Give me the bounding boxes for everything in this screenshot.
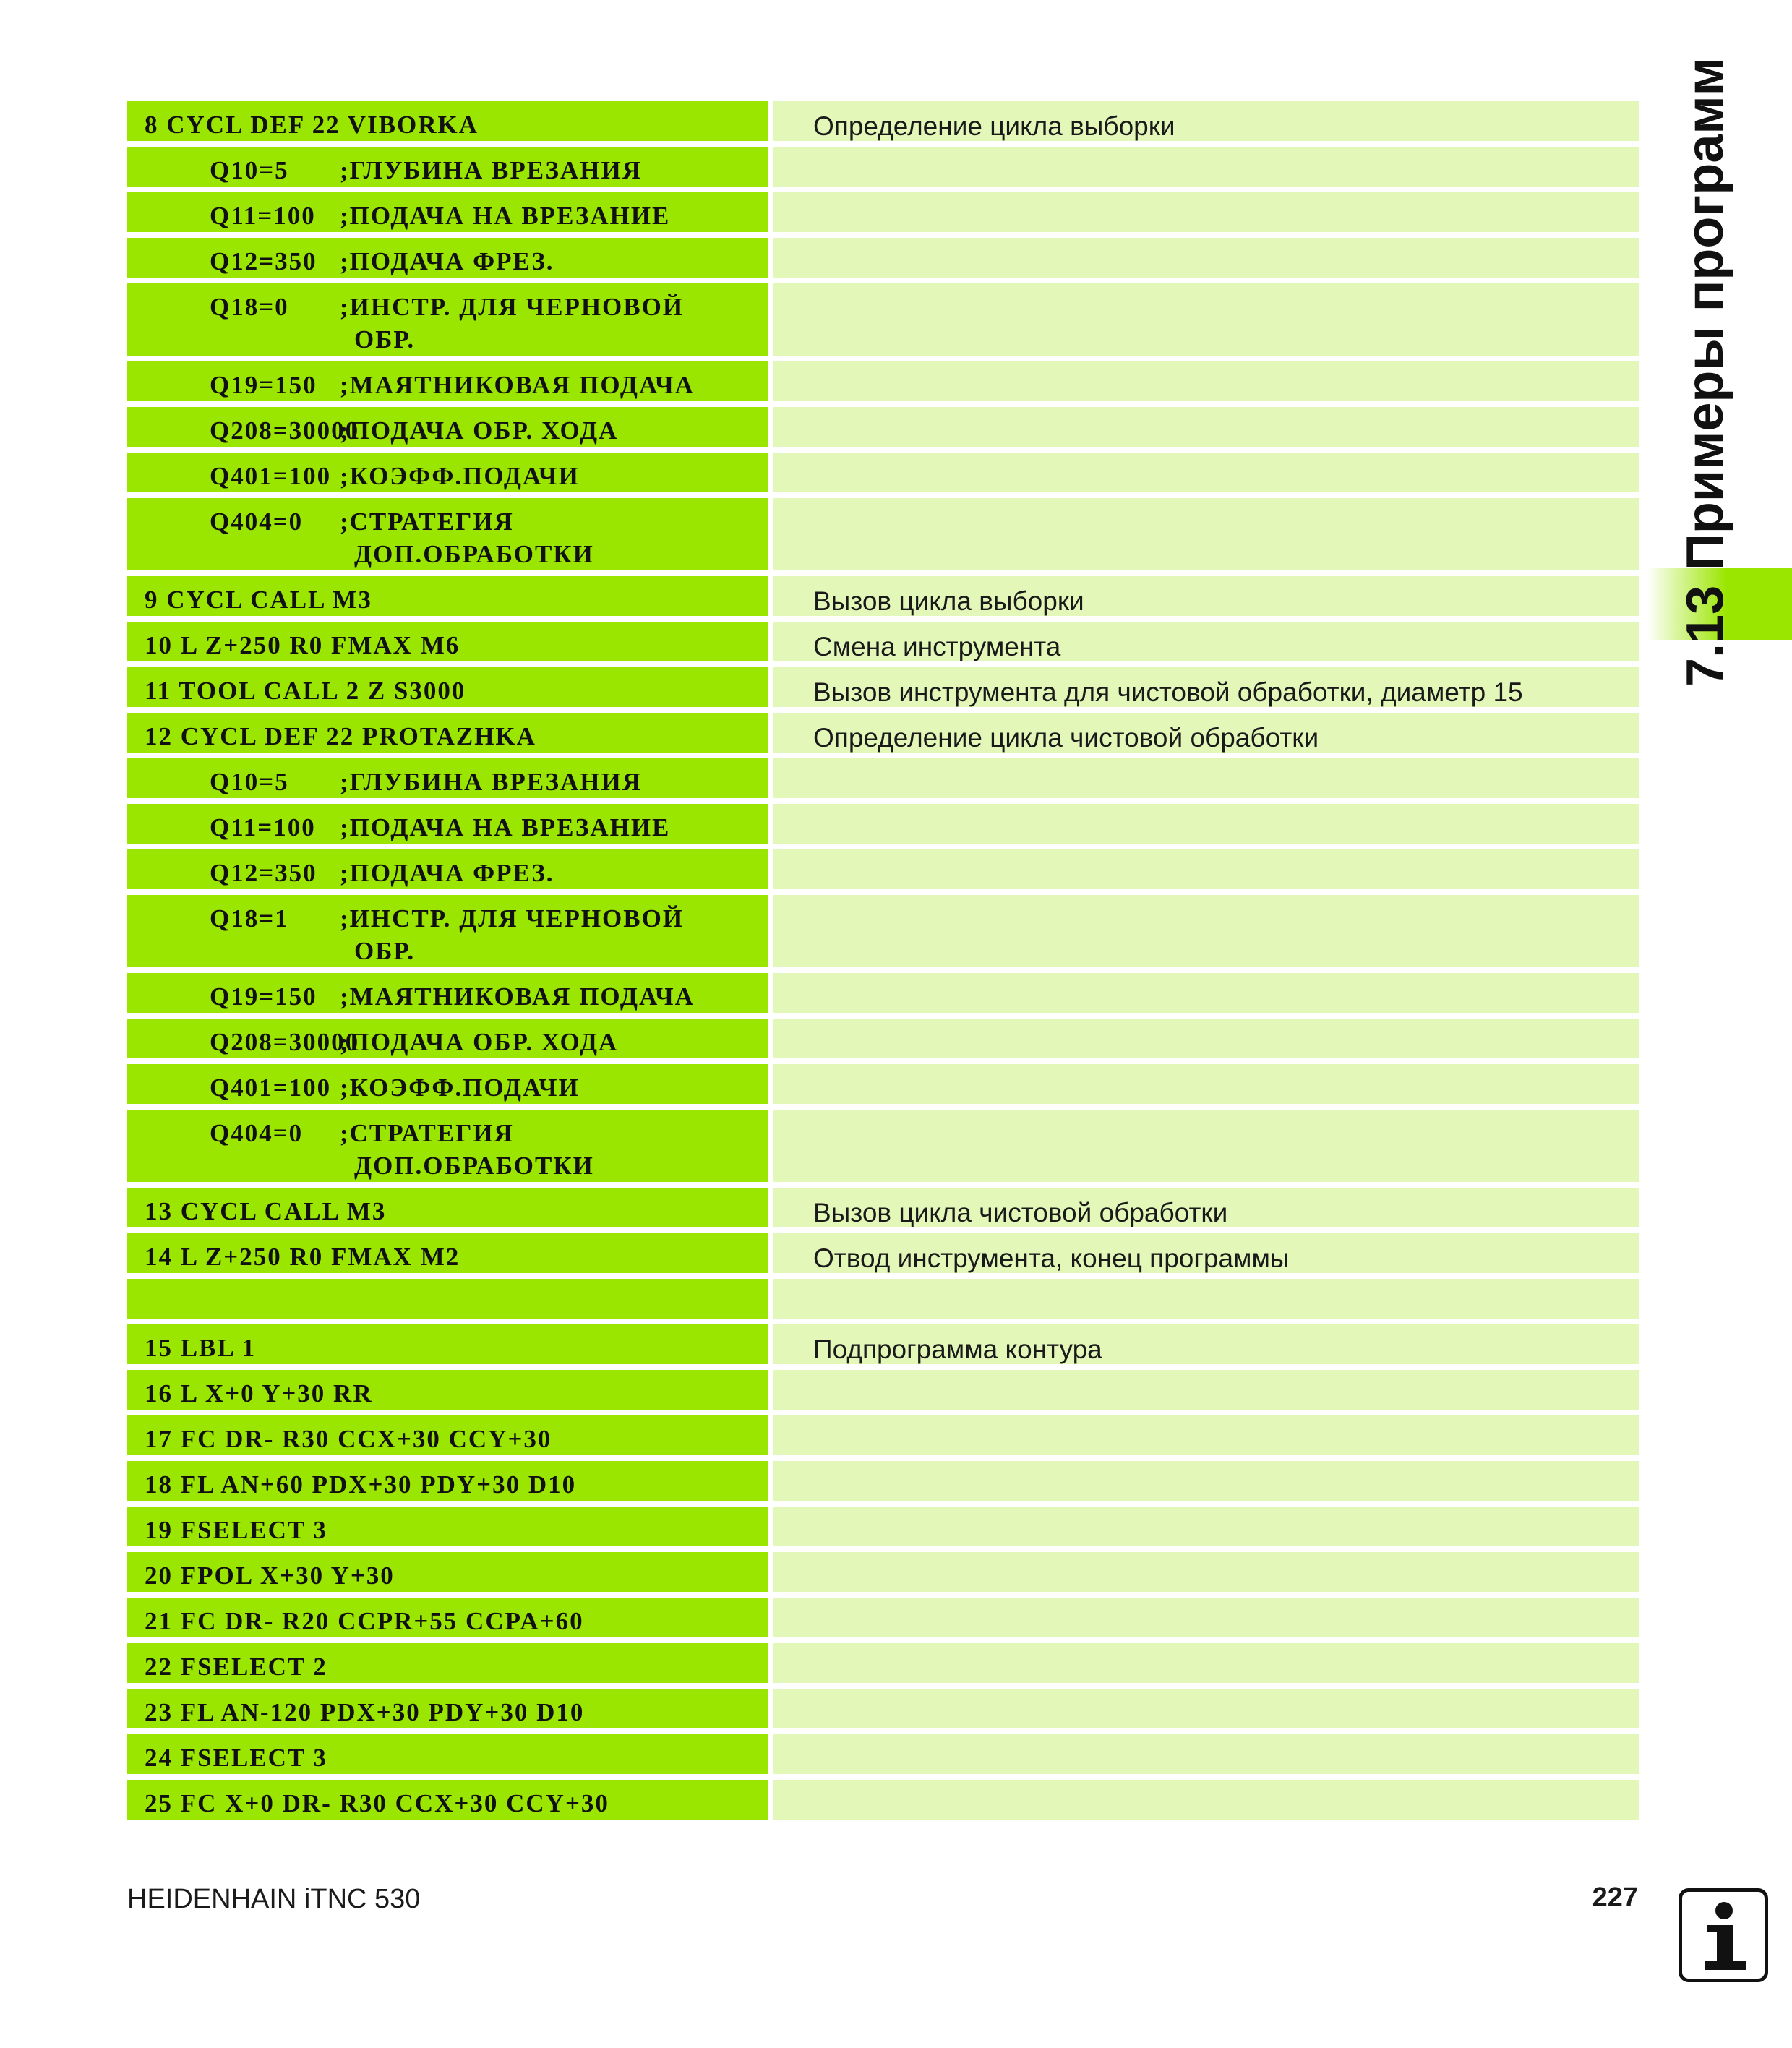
table-row <box>127 576 1639 616</box>
q-parameter: Q404=0 <box>210 1119 304 1147</box>
table-row <box>127 1064 1639 1104</box>
comment-cell <box>773 1780 1639 1820</box>
table-row <box>127 1188 1639 1227</box>
comment-cell <box>773 1370 1639 1410</box>
parameter-comment: ;ПОДАЧА НА ВРЕЗАНИЕ <box>340 202 671 230</box>
parameter-comment-continued: ОБР. <box>354 325 416 354</box>
table-row <box>127 713 1639 753</box>
code-cell: 8 CYCL DEF 22 VIBORKA <box>127 101 768 141</box>
comment-cell <box>773 407 1639 447</box>
table-row <box>127 804 1639 844</box>
comment-cell <box>773 1598 1639 1637</box>
q-parameter: Q10=5 <box>210 768 289 796</box>
q-parameter: Q11=100 <box>210 813 316 841</box>
comment-cell <box>773 1415 1639 1455</box>
parameter-comment: ;ИНСТР. ДЛЯ ЧЕРНОВОЙ <box>340 293 685 321</box>
comment-cell <box>773 804 1639 844</box>
info-icon-stem <box>1717 1925 1733 1966</box>
info-icon-dot <box>1715 1902 1733 1919</box>
code-cell: 24 FSELECT 3 <box>127 1734 768 1774</box>
code-cell <box>127 192 768 232</box>
parameter-comment: ;ПОДАЧА ФРЕЗ. <box>340 859 554 887</box>
table-row <box>127 283 1639 356</box>
code-cell: 15 LBL 1 <box>127 1324 768 1364</box>
parameter-comment-continued: ДОП.ОБРАБОТКИ <box>354 1152 594 1180</box>
comment-cell <box>773 973 1639 1013</box>
code-cell <box>127 849 768 889</box>
info-icon <box>1679 1888 1768 1982</box>
comment-cell: Вызов цикла чистовой обработки <box>773 1188 1639 1227</box>
table-row <box>127 1279 1639 1319</box>
table-row <box>127 1415 1639 1455</box>
table-row <box>127 1461 1639 1501</box>
table-row <box>127 1689 1639 1728</box>
code-cell: 11 TOOL CALL 2 Z S3000 <box>127 667 768 707</box>
q-parameter: Q19=150 <box>210 982 317 1011</box>
code-cell: 9 CYCL CALL M3 <box>127 576 768 616</box>
comment-cell <box>773 453 1639 492</box>
parameter-comment: ;СТРАТЕГИЯ <box>340 507 514 536</box>
code-cell: 17 FC DR- R30 CCX+30 CCY+30 <box>127 1415 768 1455</box>
q-parameter: Q12=350 <box>210 859 317 887</box>
code-cell: 13 CYCL CALL M3 <box>127 1188 768 1227</box>
comment-cell <box>773 1507 1639 1546</box>
comment-cell <box>773 1461 1639 1501</box>
code-cell <box>127 1279 768 1319</box>
table-row <box>127 147 1639 187</box>
code-cell <box>127 361 768 401</box>
parameter-comment-continued: ДОП.ОБРАБОТКИ <box>354 540 594 568</box>
comment-cell: Определение цикла выборки <box>773 101 1639 141</box>
code-cell <box>127 1110 768 1182</box>
parameter-comment: ;ПОДАЧА НА ВРЕЗАНИЕ <box>340 813 671 841</box>
table-row <box>127 1370 1639 1410</box>
code-cell: 20 FPOL X+30 Y+30 <box>127 1552 768 1592</box>
code-cell <box>127 1064 768 1104</box>
comment-cell <box>773 1110 1639 1182</box>
comment-cell <box>773 1643 1639 1683</box>
code-cell <box>127 973 768 1013</box>
code-cell: 10 L Z+250 R0 FMAX M6 <box>127 622 768 661</box>
code-cell: 19 FSELECT 3 <box>127 1507 768 1546</box>
table-row <box>127 895 1639 967</box>
q-parameter: Q404=0 <box>210 507 304 536</box>
q-parameter: Q208=30000 <box>210 416 360 445</box>
code-cell <box>127 1019 768 1058</box>
comment-cell: Вызов инструмента для чистовой обработки, диаметр 15 <box>773 667 1639 707</box>
comment-cell: Определение цикла чистовой обработки <box>773 713 1639 753</box>
comment-cell <box>773 238 1639 278</box>
comment-cell <box>773 147 1639 187</box>
q-parameter: Q208=30000 <box>210 1028 360 1056</box>
parameter-comment: ;ПОДАЧА ОБР. ХОДА <box>340 416 619 445</box>
comment-cell <box>773 361 1639 401</box>
code-cell <box>127 498 768 570</box>
table-row <box>127 361 1639 401</box>
table-row <box>127 1643 1639 1683</box>
table-row <box>127 1507 1639 1546</box>
q-parameter: Q18=0 <box>210 293 289 321</box>
table-row <box>127 192 1639 232</box>
comment-cell <box>773 1734 1639 1774</box>
parameter-comment-continued: ОБР. <box>354 937 416 965</box>
parameter-comment: ;ПОДАЧА ФРЕЗ. <box>340 247 554 275</box>
page-number: 227 <box>1592 1882 1638 1913</box>
comment-cell <box>773 1689 1639 1728</box>
code-cell: 16 L X+0 Y+30 RR <box>127 1370 768 1410</box>
q-parameter: Q11=100 <box>210 202 316 230</box>
parameter-comment: ;ГЛУБИНА ВРЕЗАНИЯ <box>340 768 642 796</box>
comment-cell <box>773 192 1639 232</box>
code-cell <box>127 804 768 844</box>
comment-cell <box>773 1552 1639 1592</box>
q-parameter: Q10=5 <box>210 156 289 184</box>
comment-cell <box>773 1064 1639 1104</box>
code-cell <box>127 407 768 447</box>
parameter-comment: ;ПОДАЧА ОБР. ХОДА <box>340 1028 619 1056</box>
table-row <box>127 1598 1639 1637</box>
program-table <box>127 101 1639 1825</box>
code-cell <box>127 147 768 187</box>
comment-cell: Вызов цикла выборки <box>773 576 1639 616</box>
table-row <box>127 1110 1639 1182</box>
table-row <box>127 667 1639 707</box>
table-row <box>127 498 1639 570</box>
code-cell: 18 FL AN+60 PDX+30 PDY+30 D10 <box>127 1461 768 1501</box>
comment-cell <box>773 895 1639 967</box>
table-row <box>127 1552 1639 1592</box>
code-cell <box>127 238 768 278</box>
q-parameter: Q12=350 <box>210 247 317 275</box>
section-title: 7.13 Примеры программ <box>1676 57 1734 687</box>
code-cell: 23 FL AN-120 PDX+30 PDY+30 D10 <box>127 1689 768 1728</box>
parameter-comment: ;КОЭФФ.ПОДАЧИ <box>340 462 580 490</box>
comment-cell <box>773 1019 1639 1058</box>
comment-cell <box>773 758 1639 798</box>
code-cell: 12 CYCL DEF 22 PROTAZHKA <box>127 713 768 753</box>
code-cell: 22 FSELECT 2 <box>127 1643 768 1683</box>
table-row <box>127 1019 1639 1058</box>
comment-cell: Смена инструмента <box>773 622 1639 661</box>
table-row <box>127 849 1639 889</box>
code-cell <box>127 453 768 492</box>
parameter-comment: ;СТРАТЕГИЯ <box>340 1119 514 1147</box>
q-parameter: Q18=1 <box>210 904 289 933</box>
parameter-comment: ;МАЯТНИКОВАЯ ПОДАЧА <box>340 371 695 399</box>
info-icon-serif-bottom <box>1705 1961 1746 1970</box>
table-row <box>127 1780 1639 1820</box>
q-parameter: Q401=100 <box>210 1074 332 1102</box>
code-cell: 21 FC DR- R20 CCPR+55 CCPA+60 <box>127 1598 768 1637</box>
comment-cell: Отвод инструмента, конец программы <box>773 1233 1639 1273</box>
parameter-comment: ;ИНСТР. ДЛЯ ЧЕРНОВОЙ <box>340 904 685 933</box>
table-row <box>127 1233 1639 1273</box>
table-row <box>127 1324 1639 1364</box>
parameter-comment: ;КОЭФФ.ПОДАЧИ <box>340 1074 580 1102</box>
comment-cell <box>773 1279 1639 1319</box>
code-cell <box>127 895 768 967</box>
code-cell: 14 L Z+250 R0 FMAX M2 <box>127 1233 768 1273</box>
table-row <box>127 453 1639 492</box>
table-row <box>127 101 1639 141</box>
q-parameter: Q19=150 <box>210 371 317 399</box>
table-row <box>127 758 1639 798</box>
comment-cell <box>773 498 1639 570</box>
footer-brand: HEIDENHAIN iTNC 530 <box>127 1884 421 1914</box>
table-row <box>127 622 1639 661</box>
table-row <box>127 1734 1639 1774</box>
parameter-comment: ;ГЛУБИНА ВРЕЗАНИЯ <box>340 156 642 184</box>
code-cell <box>127 758 768 798</box>
table-row <box>127 973 1639 1013</box>
parameter-comment: ;МАЯТНИКОВАЯ ПОДАЧА <box>340 982 695 1011</box>
comment-cell <box>773 849 1639 889</box>
q-parameter: Q401=100 <box>210 462 332 490</box>
code-cell: 25 FC X+0 DR- R30 CCX+30 CCY+30 <box>127 1780 768 1820</box>
table-row <box>127 238 1639 278</box>
comment-cell: Подпрограмма контура <box>773 1324 1639 1364</box>
code-cell <box>127 283 768 356</box>
comment-cell <box>773 283 1639 356</box>
table-row <box>127 407 1639 447</box>
